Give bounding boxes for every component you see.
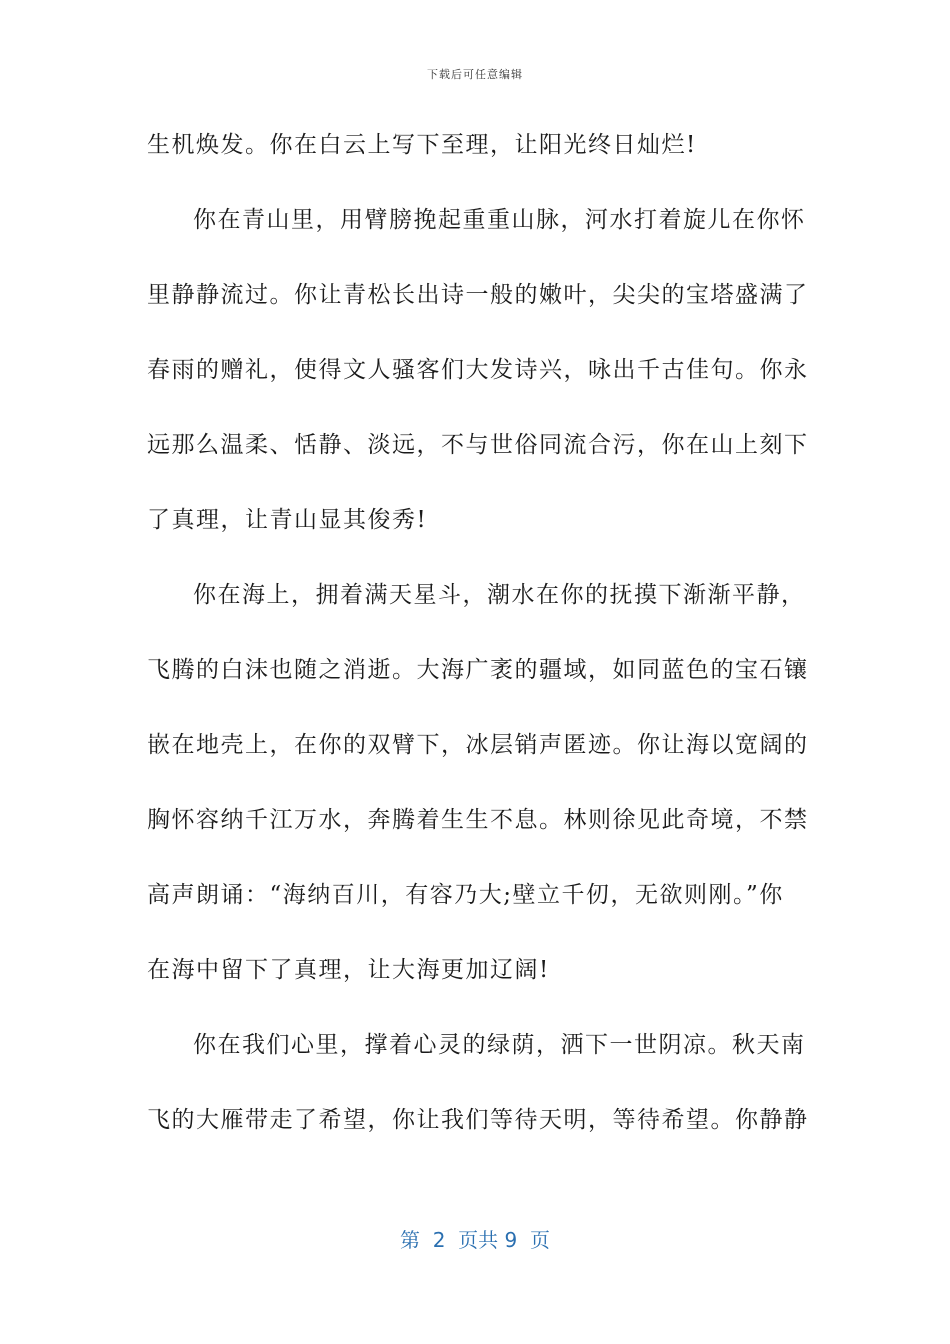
body-text: [147, 118, 807, 1168]
text-line: 你在海上，拥着满天星斗，潮水在你的抚摸下渐渐平静，: [193, 582, 806, 608]
text-line: 嵌在地壳上，在你的双臂下，冰层销声匿迹。你让海以宽阔的: [147, 732, 809, 758]
header-note: 下载后可任意编辑: [427, 68, 523, 81]
text-line: 生机焕发。你在白云上写下至理，让阳光终日灿烂!: [147, 132, 697, 158]
text-line: 飞的大雁带走了希望，你让我们等待天明，等待希望。你静静: [147, 1107, 809, 1133]
text-line: 在海中留下了真理，让大海更加辽阔!: [147, 957, 550, 983]
text-line: 飞腾的白沫也随之消逝。大海广袤的疆域，如同蓝色的宝石镶: [147, 657, 809, 683]
text-line: 里静静流过。你让青松长出诗一般的嫩叶，尖尖的宝塔盛满了: [147, 282, 809, 308]
text-line: 了真理，让青山显其俊秀!: [147, 507, 428, 533]
text-line: 远那么温柔、恬静、淡远，不与世俗同流合污，你在山上刻下: [147, 432, 809, 458]
text-line: 春雨的赠礼，使得文人骚客们大发诗兴，咏出千古佳句。你永: [147, 357, 809, 383]
text-line: 你在青山里，用臂膀挽起重重山脉，河水打着旋儿在你怀: [193, 207, 806, 233]
text-line: 高声朗诵：“海纳百川，有容乃大;壁立千仞，无欲则刚。”你: [147, 882, 784, 908]
page-number: 第 2 页共 9 页: [400, 1228, 550, 1252]
text-line: 你在我们心里，撑着心灵的绿荫，洒下一世阴凉。秋天南: [193, 1032, 806, 1058]
text-line: 胸怀容纳千江万水，奔腾着生生不息。林则徐见此奇境，不禁: [147, 807, 809, 833]
